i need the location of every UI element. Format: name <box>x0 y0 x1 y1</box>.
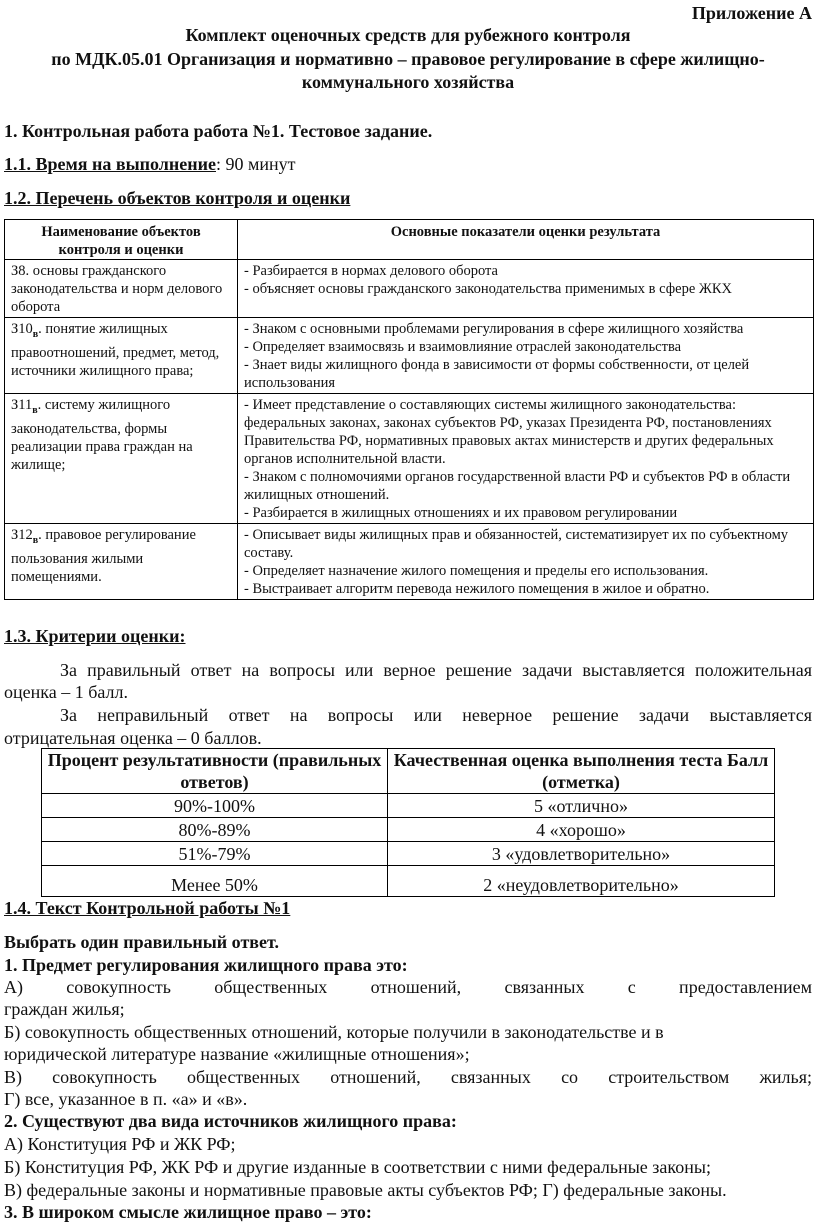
grade-percent: 80%-89% <box>42 818 388 842</box>
object-code: З10 <box>11 321 33 337</box>
q2-answer-a: А) Конституция РФ и ЖК РФ; <box>4 1134 236 1154</box>
control-header-indicators: Основные показатели оценки результата <box>238 220 814 260</box>
indicator: - Описывает виды жилищных прав и обязанностей, систематизирует их по субъектному составу. <box>244 527 789 561</box>
table-row <box>42 842 775 866</box>
table-row <box>5 260 814 318</box>
object-text: . систему жилищного законодательства, формы реализации права граждан на жилище; <box>11 397 193 473</box>
criteria-heading: 1.3. Критерии оценки: <box>4 626 186 646</box>
section-1-heading: 1. Контрольная работа работа №1. Тестовое задание. <box>4 121 433 141</box>
grade-percent: 51%-79% <box>42 842 388 866</box>
criteria-p1-line2: оценка – 1 балл. <box>4 682 128 702</box>
control-table-header <box>5 220 814 260</box>
control-object <box>5 524 238 600</box>
indicator: - Выстраивает алгоритм перевода нежилого помещения в жилое и обратно. <box>244 581 710 597</box>
control-object <box>5 394 238 524</box>
grade-mark: 5 «отлично» <box>388 794 775 818</box>
grade-header-percent: Процент результативности (правильных ответов) <box>42 749 388 794</box>
objects-heading: 1.2. Перечень объектов контроля и оценки <box>4 188 351 208</box>
grade-table-header <box>42 749 775 794</box>
indicator: - Знает виды жилищного фонда в зависимости от формы собственности, от целей использования <box>244 357 750 391</box>
control-indicators <box>238 260 814 318</box>
indicator: - Имеет представление о составляющих системы жилищного законодательства: федеральных законах, законах субъектов РФ, указах Президента РФ, постановлениях Правительства РФ, нормативных правовых актах министерств и других федеральных органов исполнительной власти. <box>244 397 774 467</box>
grade-mark: 4 «хорошо» <box>388 818 775 842</box>
appendix-label: Приложение А <box>691 3 812 23</box>
table-row <box>5 394 814 524</box>
table-row <box>5 318 814 394</box>
indicator: - Знаком с полномочиями органов государственной власти РФ и субъектов РФ в области жилищных отношений. <box>244 469 791 503</box>
control-header-objects: Наименование объектов контроля и оценки <box>5 220 238 260</box>
table-row <box>42 818 775 842</box>
control-indicators <box>238 318 814 394</box>
object-text: . правовое регулирование пользования жилыми помещениями. <box>11 527 196 585</box>
question-3: 3. В широком смысле жилищное право – это: <box>4 1202 372 1222</box>
grade-percent: Менее 50% <box>42 866 388 897</box>
table-row <box>5 524 814 600</box>
control-table <box>4 219 814 600</box>
q2-answer-c: В) федеральные законы и нормативные правовые акты субъектов РФ; Г) федеральные законы. <box>4 1180 727 1200</box>
control-indicators <box>238 394 814 524</box>
q1-answer-a-line1: А) совокупность общественных отношений, связанных с предоставлением <box>4 977 812 997</box>
object-subscript: в <box>32 404 38 416</box>
q1-answer-b-line2: юридической литературе название «жилищные отношения»; <box>4 1044 470 1064</box>
grade-header-mark: Качественная оценка выполнения теста Балл (отметка) <box>388 749 775 794</box>
q1-answer-c: В) совокупность общественных отношений, связанных со строительством жилья; <box>4 1067 812 1087</box>
title-line-3: коммунального хозяйства <box>301 72 515 92</box>
object-subscript: в <box>32 328 39 340</box>
control-object: З8. основы гражданского законодательства и норм делового оборота <box>5 260 238 318</box>
criteria-p2-line2: отрицательная оценка – 0 баллов. <box>4 728 262 748</box>
control-indicators <box>238 524 814 600</box>
time-value: : 90 минут <box>215 154 296 174</box>
time-label: 1.1. Время на выполнение <box>4 154 216 174</box>
time-line <box>4 153 296 175</box>
question-2: 2. Существуют два вида источников жилищного права: <box>4 1111 457 1131</box>
object-subscript: в <box>32 534 39 546</box>
indicator: - Определяет назначение жилого помещения и пределы его использования. <box>244 563 709 579</box>
test-instruction: Выбрать один правильный ответ. <box>4 932 279 952</box>
indicator: - Разбирается в жилищных отношениях и их правовом регулировании <box>244 505 678 521</box>
title-line-2: по МДК.05.01 Организация и нормативно – правовое регулирование в сфере жилищно- <box>51 49 765 69</box>
grade-mark: 2 «неудовлетворительно» <box>388 866 775 897</box>
q2-answer-b: Б) Конституция РФ, ЖК РФ и другие изданные в соответствии с ними федеральные законы; <box>4 1157 711 1177</box>
test-heading: 1.4. Текст Контрольной работы №1 <box>4 898 291 918</box>
object-text: . понятие жилищных правоотношений, предмет, метод, источники жилищного права; <box>11 321 220 379</box>
q1-answer-a-line2: граждан жилья; <box>4 999 125 1019</box>
indicator: - Разбирается в нормах делового оборота <box>244 263 498 279</box>
criteria-p1-line1: За правильный ответ на вопросы или верное решение задачи выставляется положительная <box>60 660 812 680</box>
object-code: З11 <box>11 397 33 413</box>
title-line-1: Комплект оценочных средств для рубежного контроля <box>185 25 631 45</box>
question-1: 1. Предмет регулирования жилищного права это: <box>4 955 408 975</box>
q1-answer-b-line1: Б) совокупность общественных отношений, которые получили в законодательстве и в <box>4 1022 664 1042</box>
indicator: - объясняет основы гражданского законодательства применимых в сфере ЖКХ <box>244 281 733 297</box>
control-object <box>5 318 238 394</box>
indicator: - Определяет взаимосвязь и взаимовлияние отраслей законодательства <box>244 339 682 355</box>
q1-answer-d: Г) все, указанное в п. «а» и «в». <box>4 1089 248 1109</box>
table-row <box>42 794 775 818</box>
grade-percent: 90%-100% <box>42 794 388 818</box>
table-row <box>42 866 775 897</box>
indicator: - Знаком с основными проблемами регулирования в сфере жилищного хозяйства <box>244 321 744 337</box>
object-code: З12 <box>11 527 33 543</box>
criteria-p2-line1: За неправильный ответ на вопросы или неверное решение задачи выставляется <box>60 705 812 725</box>
grade-mark: 3 «удовлетворительно» <box>388 842 775 866</box>
grade-table <box>41 748 775 897</box>
